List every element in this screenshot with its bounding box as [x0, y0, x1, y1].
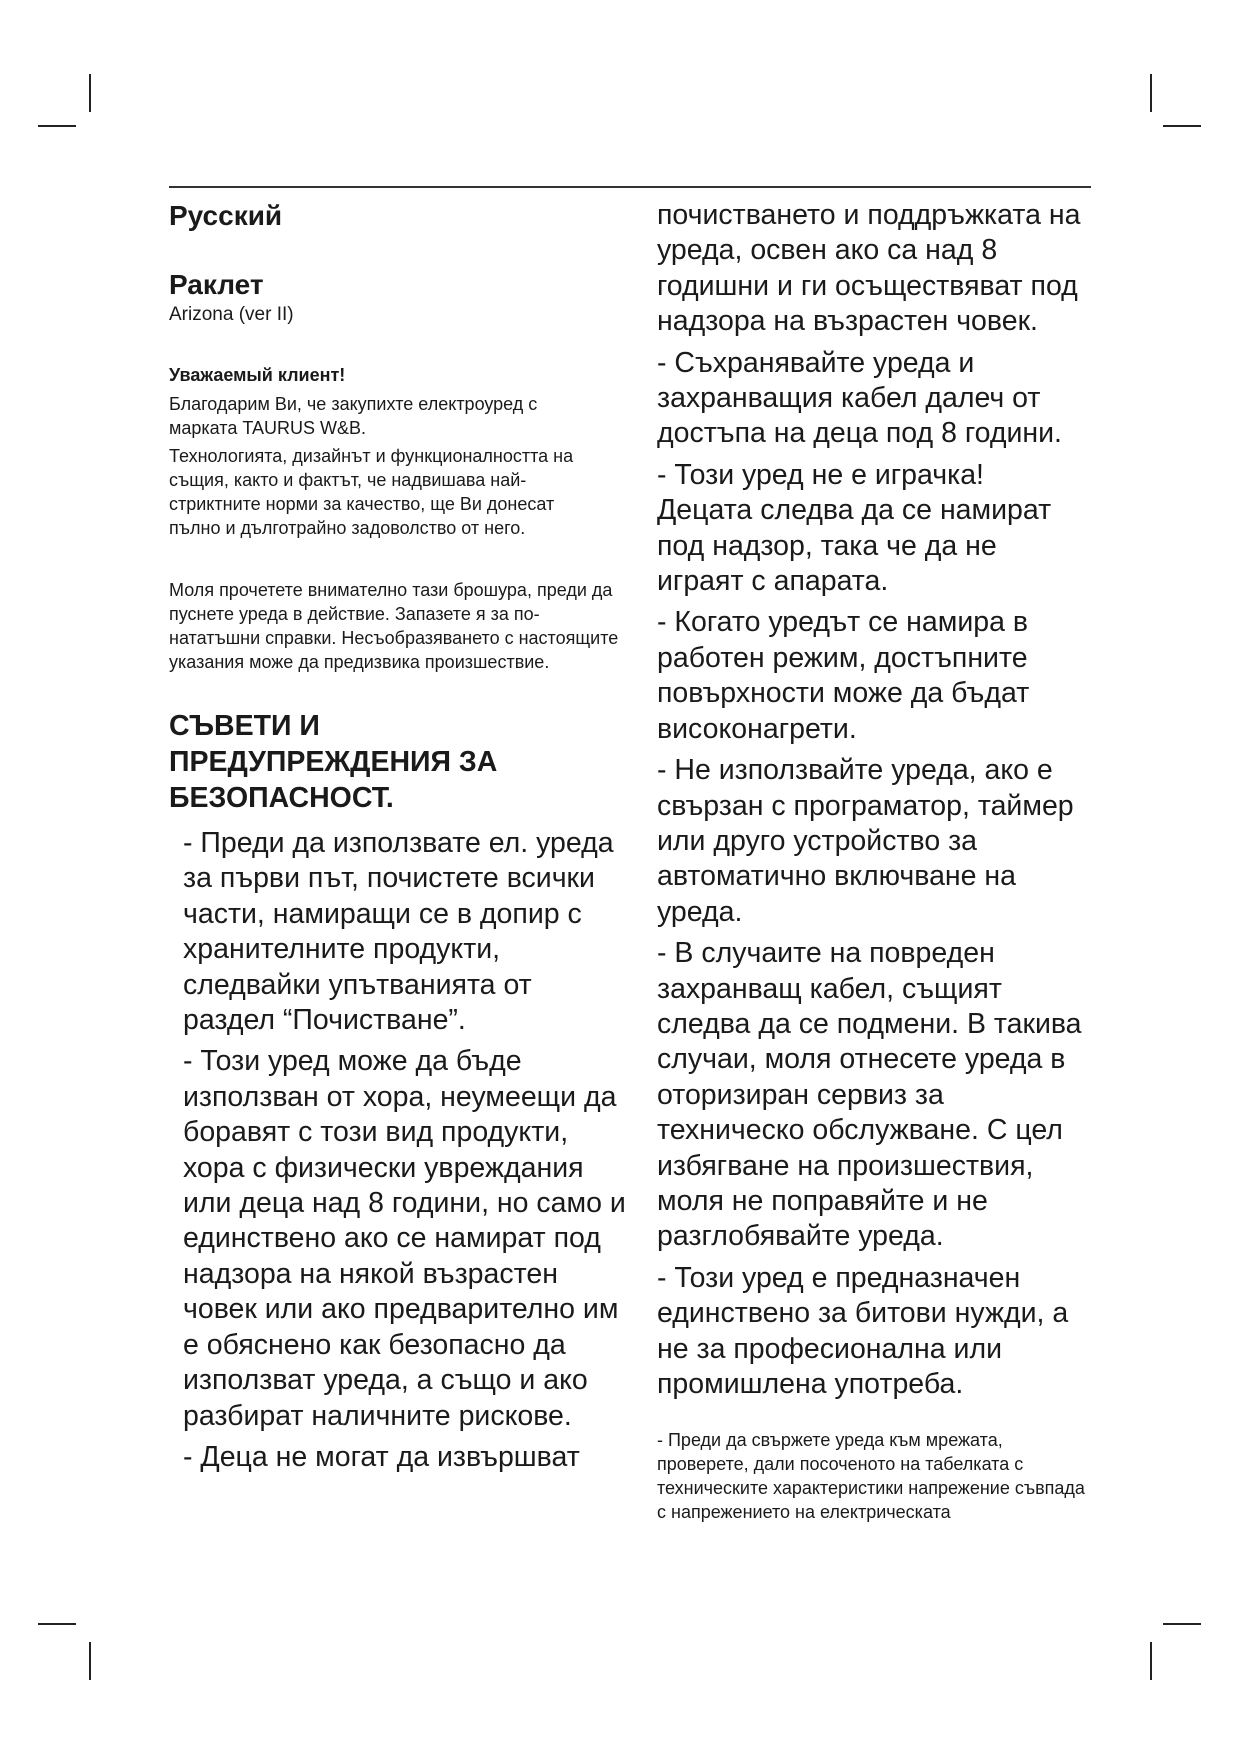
safety-item-4: - Съхранявайте уреда и захранващия кабел далеч от достъпа на деца под 8 години.: [657, 346, 1062, 450]
crop-mark-top-left-horizontal: [38, 125, 76, 127]
crop-mark-bottom-right-horizontal: [1163, 1623, 1201, 1625]
safety-item-2: - Този уред може да бъде използван от хора, неумеещи да боравят с този вид продукти, хора с физически увреждания или деца над 8 години, но само и единствено ако се намират под надзора на някой възрастен човек или ако предварително им е обяснено как безопасно да използват уреда, а също и ако разбират наличните рискове.: [183, 1045, 626, 1432]
safety-item-3-continuation: почистването и поддръжката на уреда, освен ако са над 8 годишни и ги осъществяват под надзора на възрастен човек.: [657, 199, 1081, 338]
header-rule: [169, 186, 1091, 188]
left-column: [169, 198, 629, 1475]
safety-item-10: - Преди да свържете уреда към мрежата, проверете, дали посоченото на табелката с техническите характеристики напрежение съвпада с напрежението на електрическата: [657, 1430, 1085, 1523]
greeting: Уважаемый клиент!: [169, 365, 346, 385]
crop-mark-top-left-vertical: [89, 74, 91, 112]
safety-item-5: - Този уред не е играчка! Децата следва да се намират под надзор, така че да не играят с апарата.: [657, 458, 1052, 598]
document-title: Раклет: [169, 269, 264, 300]
intro-paragraph-2: Технологията, дизайнът и функционалността на същия, както и фактът, че надвишава най-стриктните норми за качество, ще Ви донесат пълно и дълготрайно задоволство от него.: [169, 446, 574, 538]
safety-item-8: - В случаите на повреден захранващ кабел, същият следва да се подмени. В такива случаи, моля отнесете уреда в оторизиран сервиз за техническо обслужване. С цел избягване на произшествия, моля не поправяйте и не разглобявайте уреда.: [657, 937, 1082, 1253]
safety-item-3: - Деца не могат да извършват: [183, 1440, 580, 1473]
intro-paragraph-3: Моля прочетете внимателно тази брошура, преди да пуснете уреда в действие. Запазете я за по-нататъшни справки. Несъобразяването с настоящите указания може да предизвика произшествие.: [169, 580, 619, 672]
intro-paragraph-1: Благодарим Ви, че закупихте електроуред с марката TAURUS W&B.: [169, 394, 538, 438]
safety-item-7: - Не използвайте уреда, ако е свързан с програматор, таймер или друго устройство за автоматично включване на уреда.: [657, 754, 1074, 928]
crop-mark-bottom-left-vertical: [89, 1642, 91, 1680]
crop-mark-top-right-vertical: [1150, 74, 1152, 112]
language-title: Русский: [169, 200, 283, 231]
safety-item-9: - Този уред е предназначен единствено за битови нужди, а не за професионална или промишлена употреба.: [657, 1261, 1069, 1400]
crop-mark-top-right-horizontal: [1163, 125, 1201, 127]
safety-item-6: - Когато уредът се намира в работен режим, достъпните повърхности може да бъдат високонагрети.: [657, 606, 1030, 745]
safety-section-heading: СЪВЕТИ И ПРЕДУПРЕЖДЕНИЯ ЗА БЕЗОПАСНОСТ.: [169, 710, 498, 814]
crop-mark-bottom-left-horizontal: [38, 1623, 76, 1625]
right-column: [657, 198, 1097, 1524]
model-name: Arizona (ver II): [169, 304, 294, 325]
crop-mark-bottom-right-vertical: [1150, 1642, 1152, 1680]
safety-item-1: - Преди да използвате ел. уреда за първи път, почистете всички части, намиращи се в допир с хранителните продукти, следвайки упътванията от раздел “Почистване”.: [183, 827, 614, 1037]
